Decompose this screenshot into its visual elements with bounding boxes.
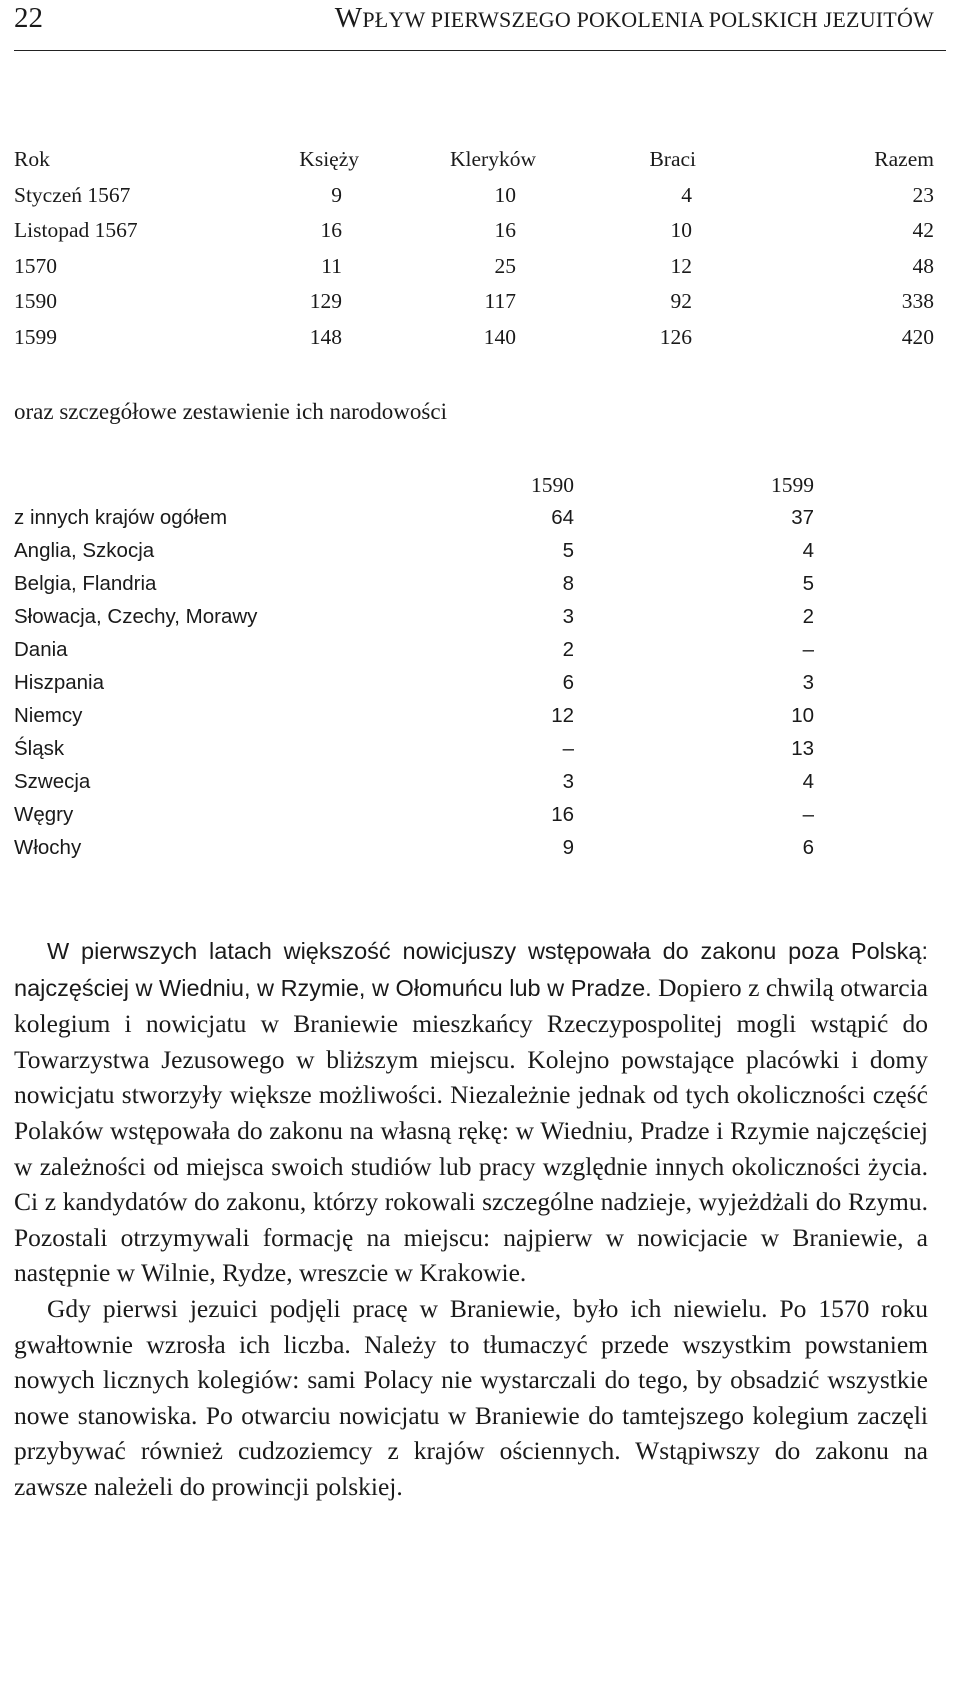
- table-cell: 37: [791, 506, 814, 529]
- table-cell: Śląsk: [14, 737, 65, 760]
- table-cell: 23: [912, 182, 934, 207]
- table-row: [14, 638, 814, 671]
- column-header: Rok: [14, 147, 50, 171]
- table-cell: 64: [551, 506, 574, 529]
- table-cell: 16: [494, 218, 516, 242]
- table-cell: Listopad 1567: [14, 218, 138, 242]
- table-cell: 13: [791, 737, 814, 760]
- table-cell: 148: [309, 324, 342, 349]
- table-cell: 9: [562, 836, 574, 859]
- table-cell: 12: [551, 704, 574, 727]
- table-cell: Szwecja: [14, 770, 91, 793]
- table-cell: 129: [309, 289, 342, 313]
- paragraph: [14, 933, 928, 1291]
- table-row: [14, 539, 814, 572]
- table-row: [14, 506, 814, 539]
- paragraph: Gdy pierwsi jezuici podjęli pracę w Braniewie, było ich niewielu. Po 1570 roku gwałtownie wzrosła ich liczba. Należy to tłumaczyć przede wszystkim powstaniem nowych licznych kolegiów: sami Polacy nie wystarczali do tego, by obsadzić wszystkie nowe stanowiska. Po otwarciu nowicjatu w Braniewie do tamtejszego kolegium zaczęli przybywać również cudzoziemcy z krajów ościennych. Wstąpiwszy do zakonu na zawsze należeli do prowincji polskiej.: [14, 1293, 928, 1501]
- nationality-intro: oraz szczegółowe zestawienie ich narodowości: [14, 399, 447, 424]
- page-number: 22: [14, 2, 43, 34]
- table-cell: 6: [802, 836, 814, 859]
- nationality-table: [14, 473, 814, 869]
- table-cell: 4: [802, 770, 814, 793]
- running-title-initial: W: [334, 2, 363, 34]
- table-cell: 10: [791, 704, 814, 727]
- table-cell: 420: [901, 324, 934, 349]
- table-cell: 16: [320, 218, 342, 242]
- column-header: Księży: [299, 147, 359, 171]
- table-row: [14, 325, 934, 361]
- table-cell: 140: [483, 324, 516, 349]
- membership-table: [14, 147, 934, 360]
- table-cell: 3: [562, 605, 574, 628]
- table-cell: –: [802, 803, 814, 826]
- table-cell: 9: [331, 182, 342, 207]
- table-cell: 3: [802, 671, 814, 694]
- table-cell: –: [802, 638, 814, 661]
- table-cell: 25: [494, 253, 516, 278]
- table-cell: Niemcy: [14, 704, 83, 727]
- table-cell: 2: [802, 605, 814, 628]
- table-cell: 6: [562, 671, 574, 694]
- column-header: 1590: [531, 473, 574, 497]
- table-cell: z innych krajów ogółem: [14, 506, 228, 529]
- table-row: [14, 803, 814, 836]
- table-cell: 338: [901, 289, 934, 313]
- table-cell: –: [562, 737, 574, 760]
- running-header: [0, 0, 960, 50]
- table-header-row: [14, 147, 934, 183]
- table-cell: 3: [562, 770, 574, 793]
- table-row: [14, 836, 814, 869]
- paragraph-lead: W pierwszych latach większość nowicjuszy wstępowała do zakonu poza Polską: najczęściej w Wiedniu, w Rzymie, w Ołomuńcu lub w Pradze.: [14, 938, 928, 1001]
- table-row: [14, 289, 934, 325]
- table-cell: Dania: [14, 638, 68, 661]
- table-cell: 126: [659, 324, 692, 349]
- table-cell: Styczeń 1567: [14, 182, 131, 207]
- table-cell: 8: [562, 572, 574, 595]
- table-cell: Węgry: [14, 803, 74, 826]
- table-cell: Belgia, Flandria: [14, 572, 157, 595]
- table-cell: 1590: [14, 289, 57, 313]
- table-cell: Włochy: [14, 836, 82, 859]
- table-row: [14, 671, 814, 704]
- table-cell: 10: [494, 182, 516, 207]
- table-cell: 42: [912, 218, 934, 242]
- table-row: [14, 605, 814, 638]
- column-header: 1599: [771, 473, 814, 497]
- table-cell: 48: [912, 253, 934, 278]
- column-header: Kleryków: [450, 147, 536, 171]
- table-header-row: [14, 473, 814, 506]
- table-row: [14, 183, 934, 219]
- table-cell: 1570: [14, 253, 57, 278]
- table-cell: 5: [562, 539, 574, 562]
- table-cell: 4: [681, 182, 692, 207]
- table-row: [14, 254, 934, 290]
- table-cell: 11: [321, 253, 342, 278]
- table-row: [14, 770, 814, 803]
- table-row: [14, 218, 934, 254]
- running-title-rest: PŁYW PIERWSZEGO POKOLENIA POLSKICH JEZUITÓW: [362, 7, 934, 32]
- table-cell: 10: [670, 218, 692, 242]
- table-cell: 12: [670, 253, 692, 278]
- paragraph-text: Dopiero z chwilą otwarcia kolegium i nowicjatu w Braniewie mieszkańcy Rzeczypospolitej mogli wstąpić do Towarzystwa Jezusowego w bliższym miejscu. Kolejno powstające placówki i domy nowicjatu stworzyły większe możliwości. Niezależnie jednak od tych okoliczności część Polaków wstępowała do zakonu na własną rękę: w Wiedniu, Pradze i Rzymie najczęściej w zależności od miejsca swoich studiów lub pracy względnie innych okoliczności życia. Ci z kandydatów do zakonu, którzy rokowali szczególne nadzieje, wyjeżdżali do Rzymu. Pozostali otrzymywali formację na miejscu: najpierw w nowicjacie w Braniewie, a następnie w Wilnie, Rydze, wreszcie w Krakowie.: [14, 972, 928, 1288]
- running-title: [335, 2, 934, 35]
- table-cell: Słowacja, Czechy, Morawy: [14, 605, 258, 628]
- table-cell: Hiszpania: [14, 671, 105, 694]
- table-cell: 1599: [14, 324, 57, 349]
- column-header: Razem: [874, 147, 934, 171]
- table-cell: 92: [670, 289, 692, 313]
- table-row: [14, 572, 814, 605]
- table-cell: 5: [802, 572, 814, 595]
- table-row: [14, 737, 814, 770]
- table-row: [14, 704, 814, 737]
- table-cell: 117: [484, 289, 516, 313]
- table-cell: 2: [562, 638, 574, 661]
- table-cell: 4: [802, 539, 814, 562]
- table-cell: Anglia, Szkocja: [14, 539, 155, 562]
- header-rule: [14, 50, 946, 51]
- column-header: Braci: [649, 147, 696, 171]
- table-cell: 16: [551, 803, 574, 826]
- body-text: [14, 933, 928, 1505]
